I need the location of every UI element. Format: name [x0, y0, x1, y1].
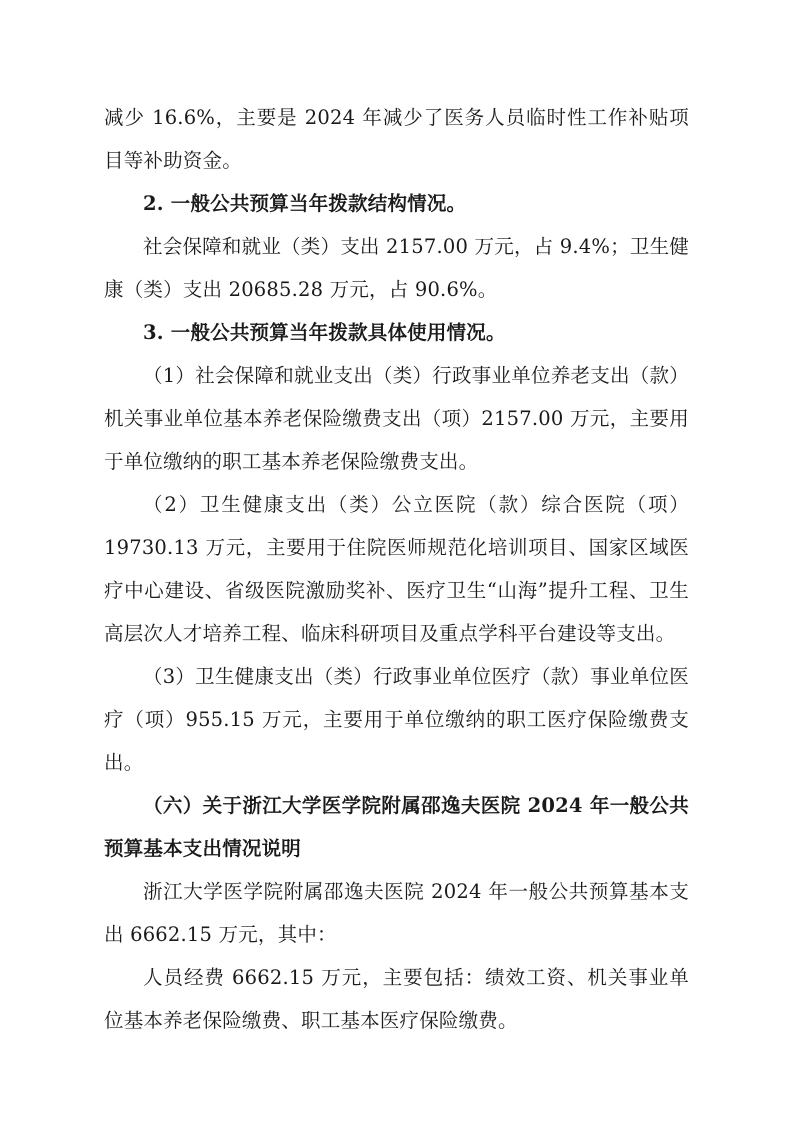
heading-budget-usage: 3. 一般公共预算当年拨款具体使用情况。 — [143, 321, 506, 344]
paragraph-item-1: （1）社会保障和就业支出（类）行政事业单位养老支出（款）机关事业单位基本养老保险缴费支出（项）2157.00 万元，主要用于单位缴纳的职工基本养老保险缴费支出。 — [104, 364, 689, 473]
paragraph-item-3: （3）卫生健康支出（类）行政事业单位医疗（款）事业单位医疗（项）955.15 万元，主要用于单位缴纳的职工医疗保险缴费支出。 — [104, 665, 689, 774]
paragraph-basic-expenditure: 浙江大学医学院附属邵逸夫医院 2024 年一般公共预算基本支出 6662.15 万元，其中： — [104, 880, 689, 946]
paragraph-item-2: （2）卫生健康支出（类）公立医院（款）综合医院（项）19730.13 万元，主要用于住院医师规范化培训项目、国家区域医疗中心建设、省级医院激励奖补、医疗卫生“山海”提升工程、卫生高层次人才培养工程、临床科研项目及重点学科平台建设等支出。 — [104, 493, 689, 645]
heading-section-six: （六）关于浙江大学医学院附属邵逸夫医院 2024 年一般公共预算基本支出情况说明 — [104, 794, 689, 860]
paragraph-continuation: 减少 16.6%，主要是 2024 年减少了医务人员临时性工作补贴项目等补助资金。 — [104, 106, 689, 172]
paragraph-budget-structure-detail: 社会保障和就业（类）支出 2157.00 万元，占 9.4%；卫生健康（类）支出 20685.28 万元，占 90.6%。 — [104, 235, 689, 301]
paragraph-personnel-expenditure: 人员经费 6662.15 万元，主要包括：绩效工资、机关事业单位基本养老保险缴费、职工基本医疗保险缴费。 — [104, 966, 689, 1032]
document-body — [104, 96, 689, 1042]
heading-budget-structure: 2. 一般公共预算当年拨款结构情况。 — [143, 192, 467, 215]
